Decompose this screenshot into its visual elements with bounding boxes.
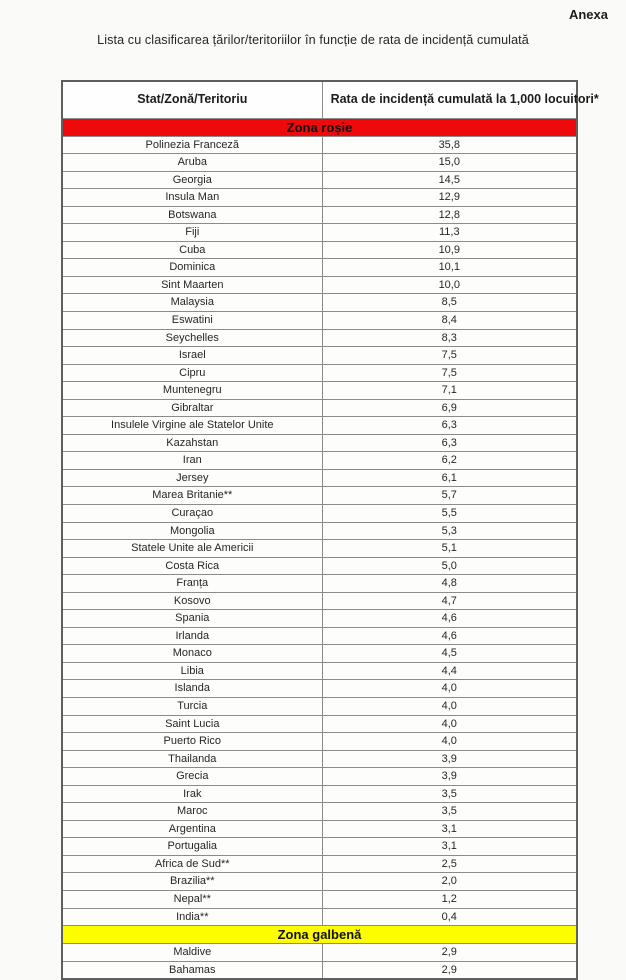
rate-cell: 8,3 <box>322 329 577 347</box>
column-header-state: Stat/Zonă/Teritoriu <box>62 81 322 118</box>
table-row <box>62 627 577 645</box>
country-cell: Insula Man <box>62 189 322 207</box>
country-cell: Cuba <box>62 241 322 259</box>
country-cell: Franța <box>62 575 322 593</box>
table-row <box>62 680 577 698</box>
country-cell: Seychelles <box>62 329 322 347</box>
table-row <box>62 908 577 926</box>
rate-cell: 10,1 <box>322 259 577 277</box>
rate-cell: 0,4 <box>322 908 577 926</box>
country-cell: Curaçao <box>62 504 322 522</box>
country-cell: Israel <box>62 347 322 365</box>
country-cell: Dominica <box>62 259 322 277</box>
rate-cell: 4,4 <box>322 662 577 680</box>
table-row <box>62 873 577 891</box>
rate-cell: 12,8 <box>322 206 577 224</box>
zone-header-row <box>62 118 577 136</box>
rate-cell: 4,0 <box>322 715 577 733</box>
country-cell: Grecia <box>62 768 322 786</box>
table-row <box>62 610 577 628</box>
table-row <box>62 838 577 856</box>
table-row <box>62 154 577 172</box>
rate-cell: 5,5 <box>322 504 577 522</box>
zone-header-row <box>62 926 577 944</box>
country-cell: Aruba <box>62 154 322 172</box>
rate-cell: 6,9 <box>322 399 577 417</box>
table-header-row <box>62 81 577 118</box>
country-cell: Jersey <box>62 469 322 487</box>
page-title: Lista cu clasificarea țărilor/teritoriilor în funcție de rata de incidență cumulată <box>97 33 529 47</box>
country-cell: Brazilia** <box>62 873 322 891</box>
country-cell: Kosovo <box>62 592 322 610</box>
country-cell: Iran <box>62 452 322 470</box>
table-row <box>62 557 577 575</box>
table-row <box>62 417 577 435</box>
country-cell: Turcia <box>62 698 322 716</box>
table-row <box>62 434 577 452</box>
table-row <box>62 803 577 821</box>
table-row <box>62 891 577 909</box>
rate-cell: 7,5 <box>322 347 577 365</box>
country-cell: Malaysia <box>62 294 322 312</box>
country-cell: Argentina <box>62 820 322 838</box>
table-row <box>62 540 577 558</box>
country-cell: Costa Rica <box>62 557 322 575</box>
country-cell: Maldive <box>62 944 322 962</box>
table-row <box>62 171 577 189</box>
zone-label: Zona roșie <box>62 118 577 136</box>
rate-cell: 8,5 <box>322 294 577 312</box>
zone-label: Zona galbenă <box>62 926 577 944</box>
table-row <box>62 469 577 487</box>
table-row <box>62 224 577 242</box>
rate-cell: 5,3 <box>322 522 577 540</box>
country-cell: Africa de Sud** <box>62 855 322 873</box>
rate-cell: 4,8 <box>322 575 577 593</box>
country-cell: Bahamas <box>62 961 322 979</box>
country-cell: Fiji <box>62 224 322 242</box>
table-row <box>62 382 577 400</box>
rate-cell: 3,9 <box>322 768 577 786</box>
incidence-table <box>61 80 599 980</box>
rate-cell: 2,0 <box>322 873 577 891</box>
rate-cell: 6,1 <box>322 469 577 487</box>
country-cell: Thailanda <box>62 750 322 768</box>
table-row <box>62 645 577 663</box>
rate-cell: 4,6 <box>322 627 577 645</box>
country-cell: Islanda <box>62 680 322 698</box>
rate-cell: 2,9 <box>322 944 577 962</box>
country-cell: Botswana <box>62 206 322 224</box>
table-row <box>62 592 577 610</box>
country-cell: Eswatini <box>62 311 322 329</box>
rate-cell: 7,5 <box>322 364 577 382</box>
table-row <box>62 785 577 803</box>
country-cell: Libia <box>62 662 322 680</box>
table-row <box>62 715 577 733</box>
table-row <box>62 452 577 470</box>
rate-cell: 5,0 <box>322 557 577 575</box>
rate-cell: 35,8 <box>322 136 577 154</box>
table-row <box>62 294 577 312</box>
country-cell: Saint Lucia <box>62 715 322 733</box>
country-cell: Polinezia Franceză <box>62 136 322 154</box>
rate-cell: 4,0 <box>322 698 577 716</box>
table-row <box>62 750 577 768</box>
country-cell: Nepal** <box>62 891 322 909</box>
rate-cell: 6,3 <box>322 417 577 435</box>
table-row <box>62 504 577 522</box>
table-row <box>62 276 577 294</box>
table-row <box>62 487 577 505</box>
table-row <box>62 136 577 154</box>
rate-cell: 4,5 <box>322 645 577 663</box>
table-row <box>62 733 577 751</box>
country-cell: Monaco <box>62 645 322 663</box>
country-cell: Sint Maarten <box>62 276 322 294</box>
country-cell: Portugalia <box>62 838 322 856</box>
country-cell: Irak <box>62 785 322 803</box>
rate-cell: 6,3 <box>322 434 577 452</box>
rate-cell: 5,1 <box>322 540 577 558</box>
rate-cell: 7,1 <box>322 382 577 400</box>
table-row <box>62 259 577 277</box>
country-cell: Muntenegru <box>62 382 322 400</box>
table-row <box>62 206 577 224</box>
table-row <box>62 944 577 962</box>
country-cell: Puerto Rico <box>62 733 322 751</box>
country-cell: Statele Unite ale Americii <box>62 540 322 558</box>
table-row <box>62 311 577 329</box>
rate-cell: 11,3 <box>322 224 577 242</box>
rate-cell: 10,9 <box>322 241 577 259</box>
rate-cell: 4,6 <box>322 610 577 628</box>
country-cell: Kazahstan <box>62 434 322 452</box>
table-row <box>62 522 577 540</box>
rate-cell: 1,2 <box>322 891 577 909</box>
table-row <box>62 347 577 365</box>
rate-cell: 3,5 <box>322 785 577 803</box>
table-row <box>62 189 577 207</box>
annex-label: Anexa <box>568 7 608 22</box>
rate-cell: 2,9 <box>322 961 577 979</box>
table-row <box>62 399 577 417</box>
table-row <box>62 662 577 680</box>
table-row <box>62 329 577 347</box>
country-cell: Marea Britanie** <box>62 487 322 505</box>
rate-cell: 8,4 <box>322 311 577 329</box>
country-cell: Gibraltar <box>62 399 322 417</box>
table-row <box>62 698 577 716</box>
country-cell: India** <box>62 908 322 926</box>
table-row <box>62 855 577 873</box>
rate-cell: 10,0 <box>322 276 577 294</box>
rate-cell: 3,5 <box>322 803 577 821</box>
table-row <box>62 364 577 382</box>
rate-cell: 3,9 <box>322 750 577 768</box>
table-row <box>62 575 577 593</box>
rate-cell: 6,2 <box>322 452 577 470</box>
rate-cell: 3,1 <box>322 820 577 838</box>
table-row <box>62 241 577 259</box>
rate-cell: 4,0 <box>322 680 577 698</box>
country-cell: Georgia <box>62 171 322 189</box>
table-row <box>62 961 577 979</box>
table-row <box>62 768 577 786</box>
country-cell: Cipru <box>62 364 322 382</box>
country-cell: Spania <box>62 610 322 628</box>
rate-cell: 4,0 <box>322 733 577 751</box>
rate-cell: 3,1 <box>322 838 577 856</box>
rate-cell: 14,5 <box>322 171 577 189</box>
country-cell: Maroc <box>62 803 322 821</box>
rate-cell: 2,5 <box>322 855 577 873</box>
country-cell: Irlanda <box>62 627 322 645</box>
rate-cell: 15,0 <box>322 154 577 172</box>
rate-cell: 5,7 <box>322 487 577 505</box>
rate-cell: 12,9 <box>322 189 577 207</box>
country-cell: Insulele Virgine ale Statelor Unite <box>62 417 322 435</box>
column-header-rate: Rata de incidență cumulată la 1,000 locuitori* <box>322 81 577 118</box>
country-cell: Mongolia <box>62 522 322 540</box>
rate-cell: 4,7 <box>322 592 577 610</box>
table-row <box>62 820 577 838</box>
